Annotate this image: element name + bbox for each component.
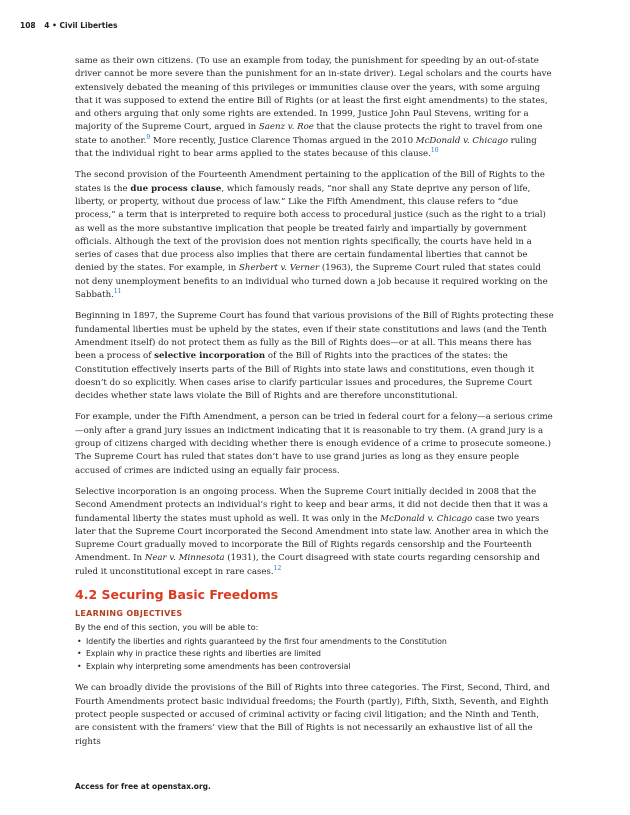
learning-objectives-heading: LEARNING OBJECTIVES (75, 608, 183, 618)
text-run: ruling that the individual right to bear arms applied to the states because of this clause. (75, 135, 537, 160)
text-run: Beginning in 1897, the Supreme Court has found that various provisions of the Bill of Rights protecting these fundamental liberties must be upheld by the states, even if their state constitutions and laws (and the Tenth Amendment itself) do not protect them as fully as the Bill of Rights does—or at all. This means there has been a process of (75, 311, 554, 362)
text-run: We can broadly divide the provisions of the Bill of Rights into three categories. The First, Second, Third, and Fourth Amendments protect basic individual freedoms; the Fourth (partly), Fifth, Sixth, Seventh, and Eighth protect people suspected or accused of criminal activity or facing civil litigation; and the Ninth and Tenth, are consistent with the framers’ view that the Bill of Rights is not necessarily an exhaustive list of all the rights (75, 683, 550, 747)
text-run: same as their own citizens. (To use an example from today, the punishment for speeding by an out-of-state driver cannot be more severe than the punishment for an in-state driver). Legal scholars and the courts have extensively debated the meaning of this privileges or immunities clause over the years, with some arguing that it was supposed to extend the entire Bill of Rights (or at least the first eight amendments) to the states, and others arguing that only some rights are extended. In 1999, Justice John Paul Stevens, writing for a majority of the Supreme Court, argued in (75, 56, 552, 133)
key-term: selective incorporation (154, 351, 266, 362)
text-run: For example, under the Fifth Amendment, a person can be tried in federal court for a felony—a serious crime—only after a grand jury issues an indictment indicating that it is reasonable to try them. (A grand jury is a group of citizens charged with deciding whether there is enough evidence of a crime to prosecute someone.) The Supreme Court has ruled that states don’t have to use grand juries as long as they ensure people accused of crimes are indicted using an equally fair process. (75, 412, 553, 476)
case-name: McDonald v. Chicago (415, 135, 508, 146)
case-name: Sherbert v. Verner (239, 263, 320, 274)
footnote-link[interactable]: 12 (273, 564, 282, 572)
paragraph-ongoing-process (75, 486, 555, 579)
text-run: case two years later that the Supreme Court incorporated the Second Amendment into state law. Another area in which the Supreme Court gradually moved to incorporate the Bill of Rights regards censorship and the Fourteenth Amendment. In (75, 513, 549, 564)
page-number: 108 (20, 21, 36, 30)
footer-access-link[interactable]: Access for free at openstax.org. (75, 782, 211, 791)
text-run: Selective incorporation is an ongoing process. When the Supreme Court initially decided in 2008 that the Second Amendment protects an individual’s right to keep and bear arms, it did not decide then that it was a fundamental liberty the states must uphold as well. It was only in the (75, 486, 549, 524)
text-run: , which famously reads, “nor shall any State deprive any person of life, liberty, or property, without due process of law.” Like the Fifth Amendment, this clause refers to “due process,” a term that is interpreted to require both access to procedural justice (such as the right to a trial) as well as the more substantive implication that people be treated fairly and impartially by government officials. Although the text of the provision does not mention rights specifically, the courts have held in a series of cases that due process also implies that there are certain fundamental liberties that cannot be denied by the states. For example, in (75, 183, 546, 274)
paragraph-due-process (75, 169, 555, 302)
chapter-title: 4 • Civil Liberties (44, 21, 118, 30)
learning-objectives-list (75, 636, 555, 674)
footnote-link[interactable]: 10 (430, 147, 439, 155)
case-name: Saenz v. Roe (258, 122, 314, 133)
text-run: (1931), the Court disagreed with state courts regarding censorship and ruled it unconstitutional except in rare cases. (75, 553, 540, 577)
section-heading: 4.2 Securing Basic Freedoms (75, 586, 279, 602)
text-run: that the clause protects the right to travel from one state to another. (75, 122, 543, 146)
footnote-link[interactable]: 9 (146, 133, 151, 141)
case-name: Near v. Minnesota (144, 553, 225, 564)
running-header (20, 21, 117, 30)
paragraph-categories (75, 682, 555, 748)
objective-item: • Identify the liberties and rights guaranteed by the first four amendments to the Constitution (75, 636, 555, 649)
page-body (75, 55, 555, 757)
objective-item: • Explain why in practice these rights and liberties are limited (75, 648, 555, 661)
paragraph-privileges-immunities (75, 55, 555, 161)
case-name: McDonald v. Chicago (380, 513, 473, 524)
text-run: The second provision of the Fourteenth Amendment pertaining to the application of the Bill of Rights to the states is the (75, 170, 545, 194)
text-run: More recently, Justice Clarence Thomas argued in the 2010 (150, 135, 416, 146)
text-run: of the Bill of Rights into the practices of the states: the Constitution effectively inserts parts of the Bill of Rights into state laws and constitutions, even though it doesn’t do so explicitly. When cases arise to clarify particular issues and procedures, the Supreme Court decides whether state laws violate the Bill of Rights and are therefore unconstitutional. (75, 351, 535, 402)
key-term: due process clause (130, 183, 222, 194)
text-run: (1963), the Supreme Court ruled that states could not deny unemployment benefits to an individual who turned down a job because it required working on the Sabbath. (75, 263, 548, 301)
footnote-link[interactable]: 11 (113, 288, 122, 296)
objective-item: • Explain why interpreting some amendments has been controversial (75, 661, 555, 674)
paragraph-grand-jury (75, 411, 555, 477)
learning-objectives-intro: By the end of this section, you will be able to: (75, 622, 259, 632)
paragraph-selective-incorporation (75, 310, 555, 403)
